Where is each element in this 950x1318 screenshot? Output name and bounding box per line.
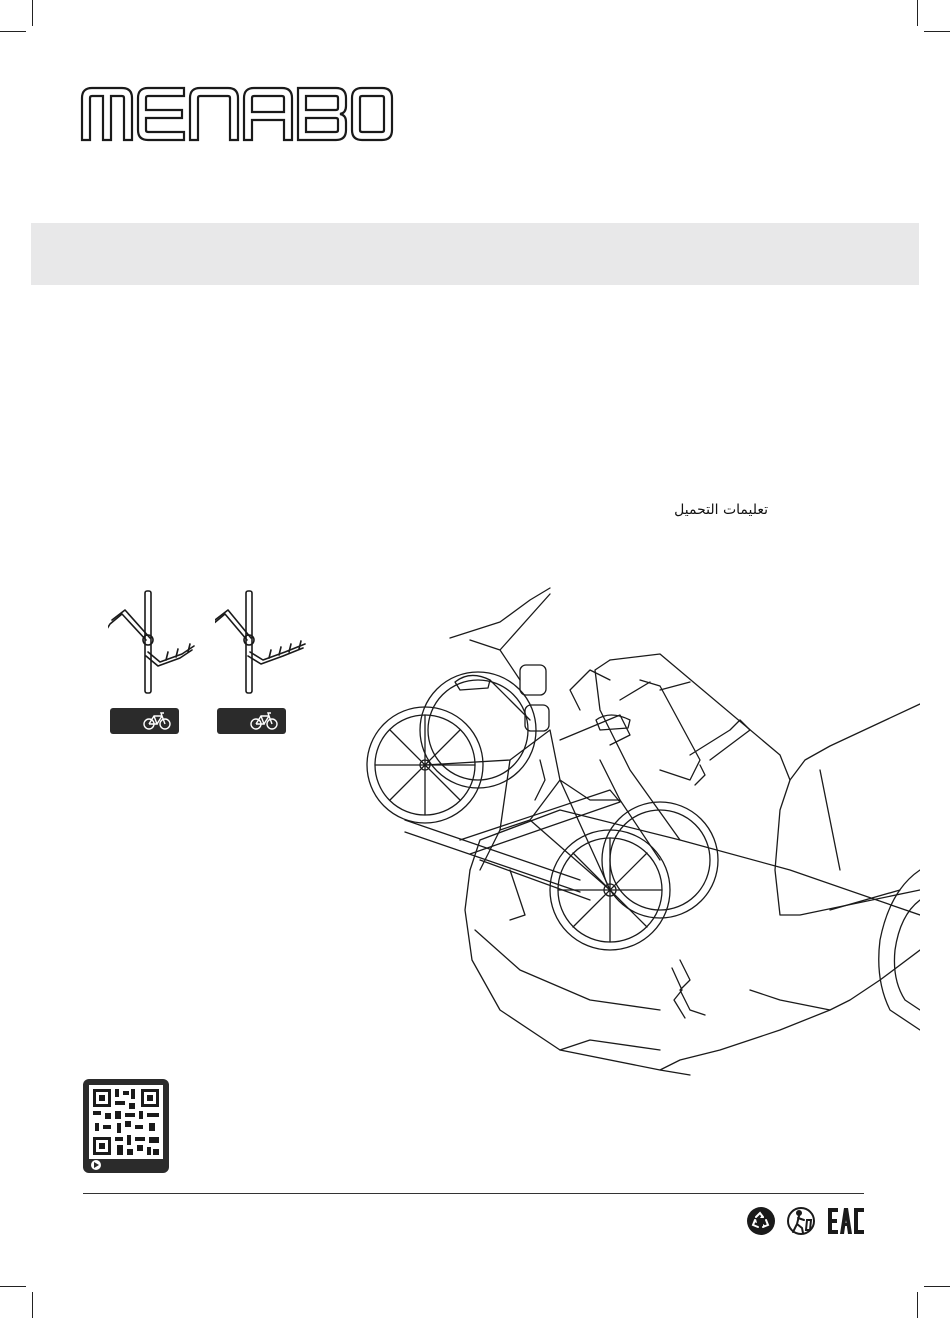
loading-instructions-title: تعليمات التحميل — [674, 502, 768, 518]
rack-variant-2-bike — [108, 588, 208, 698]
bike-capacity-badge — [217, 708, 286, 734]
qr-code[interactable] — [83, 1079, 169, 1173]
bicycle-icon — [250, 712, 278, 730]
bicycle-icon — [143, 712, 171, 730]
car-bike-rack-illustration — [360, 570, 920, 1080]
crop-mark — [0, 31, 26, 32]
rack-variant-3-bike — [215, 588, 315, 698]
rack-thumbnail — [215, 588, 315, 698]
recycle-icon — [746, 1206, 776, 1236]
play-icon — [91, 1160, 101, 1170]
bike-capacity-badge — [110, 708, 179, 734]
waste-disposal-icon — [785, 1206, 819, 1236]
rack-thumbnail — [108, 588, 208, 698]
menabo-logo — [80, 86, 394, 142]
crop-mark — [917, 0, 918, 26]
footer-divider — [83, 1193, 864, 1194]
crop-mark — [32, 0, 33, 26]
crop-mark — [917, 1292, 918, 1318]
crop-mark — [0, 1286, 26, 1287]
eac-mark-icon — [828, 1206, 864, 1236]
title-band — [31, 223, 919, 285]
crop-mark — [924, 31, 950, 32]
crop-mark — [32, 1292, 33, 1318]
crop-mark — [924, 1286, 950, 1287]
